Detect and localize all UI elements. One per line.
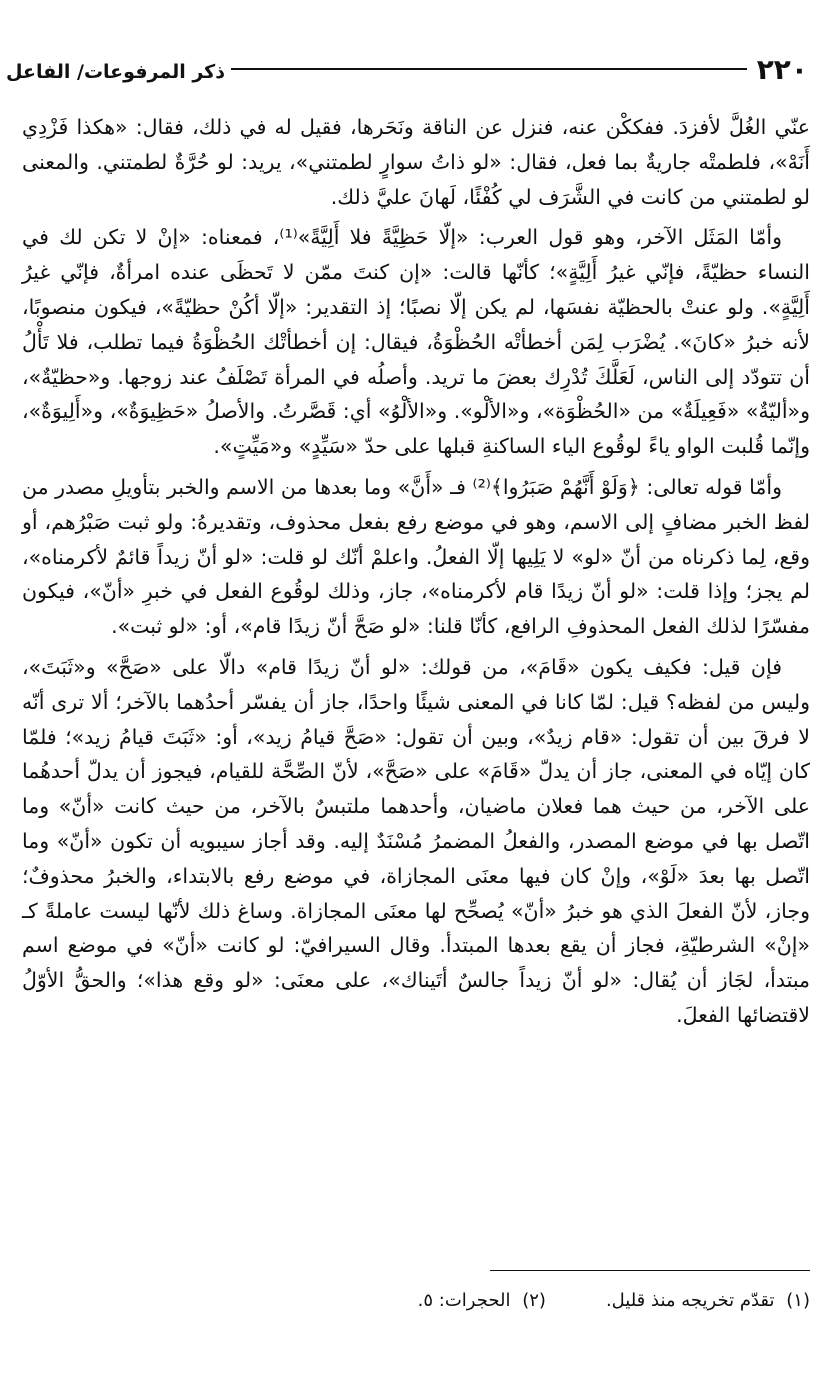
paragraph: وأمّا قوله تعالى: ﴿وَلَوْ أَنَّهُمْ صَبَرُوا﴾⁽²⁾ فـ «أَنَّ» وما بعدها من الاسم والخبر بتأويلِ مصدر من لفظ الخبر مضافٍ إلى الاسم، وهو في موضع رفع بفعل محذوف، وتقديرهُ: ولو ثبت صَبْرُهم، أو وقع، لِما ذكرناه من أنّ «لو» لا يَلِيها إلّا الفعلُ. واعلمْ أنّك لو قلت: «لو أنّ زيداً قائمٌ لأكرمناه»، لم يجز؛ وإذا قلت: «لو أنّ زيدًا قام لأكرمناه»، جاز، وذلك لوقُوع الفعل في خبرِ «أنّ»، فيكون مفسّرًا لذلك الفعل المحذوفِ الرافع، كأنّا قلنا: «لو صَحَّ أنّ زيدًا قام»، أو: «لو ثبت». xyxy=(22,474,810,639)
footnote-rule xyxy=(490,1270,810,1271)
paragraph: فإن قيل: فكيف يكون «قَامَ»، من قولك: «لو أنّ زيدًا قام» دالّا على «صَحَّ» و«ثَبَتَ»، وليس من لفظه؟ قيل: لمّا كانا في المعنى شيئًا واحدًا، جاز أن يفسّر أحدُهما بالآخر؛ ألا ترى أنّه لا فرقَ بين أن تقول: «قام زيدٌ»، وبين أن تقول: «صَحَّ قيامُ زيد»، أو: «ثَبَتَ قيامُ زيد»؛ فلمّا كان إيّاه في المعنى، جاز أن يدلّ «قَامَ» على «صَحَّ»، لأنّ الصِّحَّة للقيام، فيجوز أن يدلّ أحدهُما على الآخر، من حيث هما فعلان ماضيان، وأحدهما ملتبسٌ بالآخر، من حيث كانت «أنّ» وما اتّصل بها في موضع المصدر، والفعلُ المضمرُ مُسْنَدٌ إليه. وقد أجاز سيبويه أن تكون «أنّ» وما اتّصل بها بعدَ «لَوْ»، وإنْ كان فيها معنَى المجازاة، في موضع رفع بالابتداء، والخبرُ محذوفٌ؛ وجاز، لأنّ الفعلَ الذي هو خبرُ «أنّ» يُصحِّح لها معنَى المجازاة. وساغ ذلك لأنّها ليست عاملةً كـ «إنْ» الشرطيّةِ، فجاز أن يقع بعدها المبتدأ. وقال السيرافيّ: لو كانت «أنّ» في موضع اسم مبتدأ، لجَاز أن يُقال: «لو أنّ زيداً جالسٌ أتَيناك»، على معنَى: «لو وقع هذا»؛ والحقُّ الأوّلُ لاقتضائها الفعلَ. xyxy=(22,654,810,1027)
running-title: ذكر المرفوعات/ الفاعل xyxy=(6,61,225,83)
header-rule xyxy=(231,68,747,70)
paragraph: عنّي الغُلَّ لأفزدَ. ففككْن عنه، فنزل عن الناقة ونَحَرها، فقيل له في ذلك، فقال: «هكذا فَزْدِي أَنَهْ»، فلطمتْه جاريةٌ بما فعل، فقال: «لو ذاتُ سوارٍ لطمتني»، يريد: لو حُرَّةٌ لطمتني. والمعنى لو لطمتني من كانت في الشَّرَف لي كُفْئًا، لَهانَ عليَّ ذلك. xyxy=(22,115,810,209)
footnote-number: (٢) xyxy=(522,1290,546,1311)
page-header xyxy=(6,40,808,84)
footnote-number: (١) xyxy=(786,1290,810,1311)
footnote-text: الحجرات: ٥. xyxy=(417,1290,511,1311)
footnote xyxy=(606,1287,810,1315)
footnotes xyxy=(22,1270,810,1315)
page-body xyxy=(22,110,810,1039)
footnote-text: تقدّم تخريجه منذ قليل. xyxy=(605,1290,775,1311)
footnote xyxy=(418,1287,546,1315)
page-number: ٢٢٠ xyxy=(756,53,808,86)
paragraph: وأمّا المَثَل الآخر، وهو قول العرب: «إلّا حَظِيَّةً فلا أَلِيَّةً»⁽¹⁾، فمعناه: «إنْ لا تكن لك في النساء حظيّةً، فإنّي غيرُ أَلِيَّةٍ»؛ كأنّها قالت: «إن كنتَ ممّن لا تَحظَى عنده امرأةٌ، فإنّي غيرُ أَلِيَّةٍ». ولو عنتْ بالحظيّة نفسَها، لم يكن إلّا نصبًا؛ إذ التقدير: «إلّا أكُنْ حظيّةً»، فيكون منصوبًا، لأنه خبرُ «كانَ». يُضْرَب لِمَن أخطأتْه الحُظْوَةُ، فيقال: إن أخطأتْك الحُظْوَةُ فيما تطلب، فلا تَأْلُ أن تتودّد إلى الناس، لَعَلَّكَ تُدْرِك بعضَ ما تريد. وأصلُه في المرأة تَصْلَفُ عند زوجها. و«حظيّةٌ»، و«أليّةٌ» «فَعِيلَةٌ» من «الحُظْوَة»، و«الألْو». و«الألْوُ» أي: قَصَّرتُ. والأصلُ «حَظِيوَةٌ»، و«أَلِيوَةٌ»، وإنّما قُلبت الواو ياءً لوقُوع الياء الساكنةِ قبلها على حدّ «سَيِّدٍ» و«مَيِّتٍ». xyxy=(22,225,810,459)
